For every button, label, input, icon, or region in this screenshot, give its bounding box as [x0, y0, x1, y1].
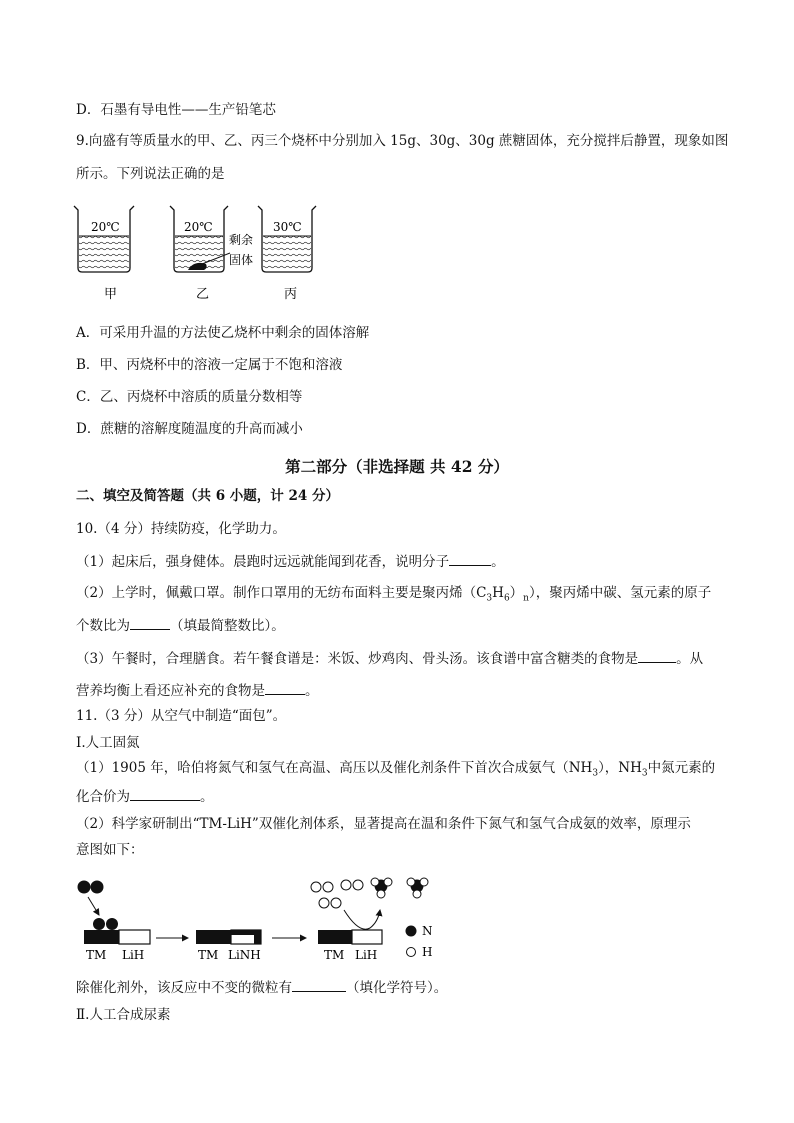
n-atom	[78, 881, 91, 894]
q11-1-text-a: （1）1905 年，哈伯将氮气和氢气在高温、高压以及催化剂条件下首次合成氨气（NH	[76, 760, 593, 776]
q10-2-paren: ）	[509, 585, 524, 601]
tm-block	[84, 930, 119, 944]
q10-1-end: 。	[491, 554, 505, 570]
n-atom	[91, 881, 104, 894]
q10-2-ratio-end: （填最简整数比）。	[170, 618, 285, 634]
stage-1-tm: TM	[86, 948, 107, 962]
beaker-yi-temp: 20℃	[184, 220, 213, 234]
legend-h: H	[422, 945, 433, 959]
q11-1-text-c: 中氮元素的	[647, 760, 716, 776]
q11-1-text-b: ），NH	[598, 760, 642, 776]
question-11-section-2: Ⅱ.人工合成尿素	[76, 1007, 171, 1023]
q10-3-cont-end: 。	[305, 683, 319, 699]
beaker-bing-label: 丙	[284, 287, 298, 302]
beaker-yi-note-1: 剩余	[229, 233, 254, 247]
q11-2-blank[interactable]	[292, 977, 346, 992]
question-10-part-2-cont	[76, 615, 285, 636]
q10-3-cont-text: 营养均衡上看还应补充的食物是	[76, 683, 265, 699]
q10-3-blank-1[interactable]	[638, 648, 676, 663]
q11-1-blank[interactable]	[130, 786, 200, 801]
question-11-section-1: I.人工固氮	[76, 735, 140, 751]
option-c: C．乙、丙烧杯中溶质的质量分数相等	[76, 389, 303, 405]
stage-2	[196, 930, 261, 962]
beaker-bing-temp: 30℃	[273, 220, 302, 234]
section-subtitle: 二、填空及简答题（共 6 小题，计 24 分）	[76, 488, 339, 504]
q10-2-sub-3: 3	[486, 593, 493, 604]
q11-1-sub-a: 3	[592, 768, 599, 779]
beaker-bing	[258, 206, 316, 302]
q10-3-blank-2[interactable]	[265, 680, 305, 695]
question-11-part-2-cont: 意图如下：	[76, 842, 144, 858]
option-d-graphite: D．石墨有导电性——生产铅笔芯	[76, 102, 276, 118]
q10-2-h: H	[492, 585, 504, 601]
q10-3-text: （3）午餐时，合理膳食。若午餐食谱是：米饭、炒鸡肉、骨头汤。该食谱中富含糖类的食物是	[76, 651, 639, 667]
q11-2-end: （填化学符号）。	[346, 980, 448, 996]
q10-2-text-a: （2）上学时，佩戴口罩。制作口罩用的无纺布面料主要是聚丙烯（C	[76, 585, 487, 601]
q11-1-sub-b: 3	[641, 768, 648, 779]
question-10-part-2	[76, 583, 711, 609]
q10-1-text: （1）起床后，强身健体。晨跑时远远就能闻到花香，说明分子	[76, 554, 450, 570]
legend	[406, 924, 433, 959]
question-11-part-1-cont	[76, 786, 214, 807]
q10-2-blank[interactable]	[130, 615, 170, 630]
beaker-jia-temp: 20℃	[91, 220, 120, 234]
question-11-part-2: （2）科学家研制出“TM-LiH”双催化剂体系，显著提高在温和条件下氮气和氢气合成氨的效率，原理示	[76, 816, 691, 832]
section-title: 第二部分（非选择题 共 42 分）	[285, 457, 509, 476]
beaker-yi	[170, 206, 253, 302]
q10-3-end: 。从	[676, 651, 704, 667]
stage-1-lih: LiH	[122, 948, 145, 962]
lih-block	[119, 930, 150, 944]
option-b: B．甲、丙烧杯中的溶液一定属于不饱和溶液	[76, 357, 343, 373]
q11-1-valence-end: 。	[200, 789, 214, 805]
stage-3-tm: TM	[324, 948, 345, 962]
legend-h-icon	[407, 948, 416, 957]
stage-3-lih: LiH	[355, 948, 378, 962]
q10-2-text-b: ），聚丙烯中碳、氢元素的原子	[528, 585, 712, 601]
option-a: A．可采用升温的方法使乙烧杯中剩余的固体溶解	[76, 325, 370, 341]
question-10-part-1	[76, 551, 505, 572]
beaker-yi-label: 乙	[196, 287, 210, 302]
beaker-figure	[70, 198, 350, 308]
question-10-part-3	[76, 648, 703, 669]
question-11-part-2-answer	[76, 977, 447, 998]
stage-2-linh: LiNH	[228, 948, 261, 962]
n-atom	[106, 918, 118, 930]
q10-2-sub-n: n	[523, 593, 529, 604]
question-10-stem: 10.（4 分）持续防疫，化学助力。	[76, 521, 286, 537]
q10-2-sub-6: 6	[503, 593, 510, 604]
stage-2-tm: TM	[198, 948, 219, 962]
legend-n: N	[422, 924, 433, 938]
legend-n-icon	[406, 926, 417, 937]
beaker-yi-note-2: 固体	[229, 253, 254, 267]
stage-1	[78, 881, 151, 963]
question-11-stem: 11.（3 分）从空气中制造“面包”。	[76, 708, 287, 724]
catalyst-diagram	[74, 872, 454, 967]
q11-2-text: 除催化剂外，该反应中不变的微粒有	[76, 980, 292, 996]
question-9-stem-cont: 所示。下列说法正确的是	[76, 166, 225, 182]
q10-2-ratio-text: 个数比为	[76, 618, 130, 634]
question-11-part-1	[76, 758, 715, 784]
beaker-jia	[74, 206, 134, 302]
question-9-stem: 9.向盛有等质量水的甲、乙、丙三个烧杯中分别加入 15g、30g、30g 蔗糖固体，充分搅拌后静置，现象如图	[76, 133, 729, 149]
option-d: D．蔗糖的溶解度随温度的升高而减小	[76, 421, 303, 437]
q11-1-valence-text: 化合价为	[76, 789, 130, 805]
beaker-jia-label: 甲	[104, 287, 118, 302]
n-atom	[93, 918, 105, 930]
question-10-part-3-cont	[76, 680, 319, 701]
q10-1-blank[interactable]	[449, 551, 491, 566]
